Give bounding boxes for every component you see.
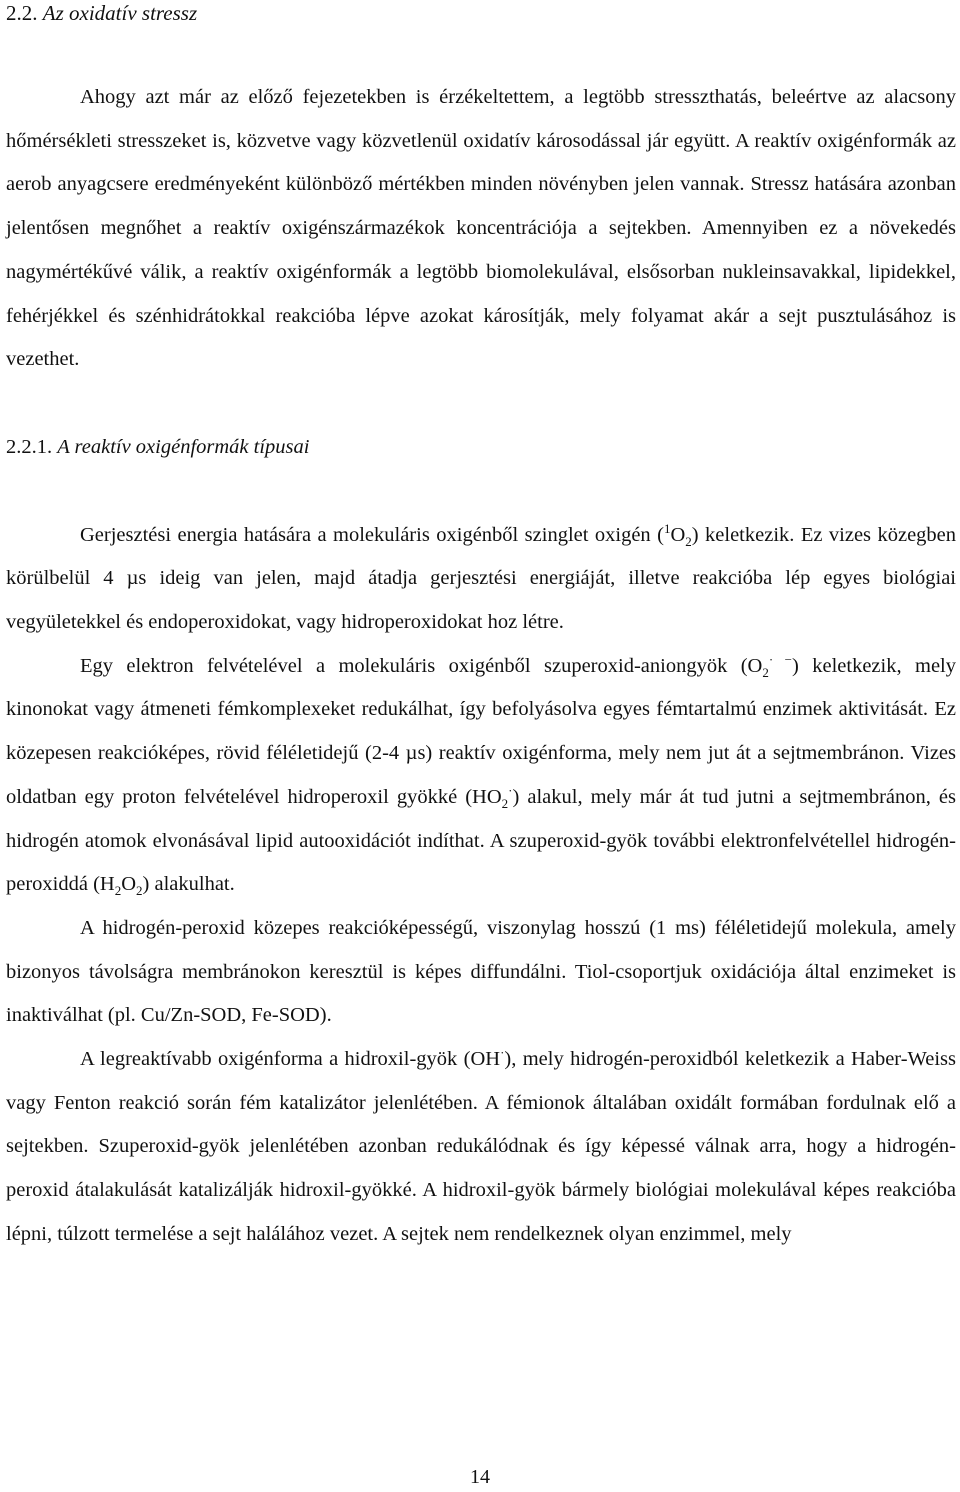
subsection-heading xyxy=(6,426,956,470)
superoxide-sup-2: · xyxy=(508,783,513,799)
paragraph-superoxide xyxy=(6,645,956,907)
superoxide-text-4: O xyxy=(121,873,137,896)
section-heading xyxy=(6,0,956,26)
paragraph-hydrogen-peroxide: A hidrogén-peroxid közepes reakcióképességű, viszonylag hosszú (1 ms) féléletidejű molekula, amely bizonyos távolságra membránokon keresztül is képes diffundálni. Tiol-csoportjuk oxidációja által enzimeket is inaktiválhat (pl. Cu/Zn-SOD, Fe-SOD). xyxy=(6,916,956,1027)
singlet-sup: 1 xyxy=(663,520,671,536)
hydroxyl-text-1: A legreaktívabb oxigénforma a hidroxil-gyök (OH xyxy=(80,1048,501,1071)
superoxide-sub-4: 2 xyxy=(136,883,143,899)
superoxide-sub-3: 2 xyxy=(114,883,122,899)
superoxide-sub-1: 2 xyxy=(762,664,769,680)
section-title: Az oxidatív stressz xyxy=(42,1,198,25)
superoxide-text-3: ) alakul, mely már át tud jutni a sejtmembránon, és hidrogén atomok elvonásával lipid autooxidációt indíthat. A szuperoxid-gyök további elektronfelvétellel hidrogén-peroxiddá (H xyxy=(6,785,956,896)
singlet-text-3: Ez vizes közegben körülbelül 4 µs ideig van jelen, majd átadja gerjesztési energiáját, illetve reakcióba lép egyes biológiai vegyületekkel és endoperoxidokat, vagy hidroperoxidokat hoz létre. xyxy=(6,523,957,634)
hydroxyl-sup-1: · xyxy=(500,1045,505,1061)
superoxide-text-5: ) alakulhat. xyxy=(142,873,235,896)
hydroxyl-text-2: ), mely hidrogén-peroxidból keletkezik a Haber-Weiss vagy Fenton reakció során fém katalizátor jelenlétében. A fémionok általában oxidált formában fordulnak elő a sejtekben. Szuperoxid-gyök jelenlétében azonban redukálódnak és így képessé válnak arra, hogy a hidrogén-peroxid átalakulását katalizálják hidroxil-gyökké. A hidroxil-gyök bármely biológiai molekulával képes reakcióba lépni, túlzott termelése a sejt halálához vezet. A sejtek nem rendelkeznek olyan enzimmel, mely xyxy=(6,1048,956,1245)
paragraph-hydroxyl-radical xyxy=(6,1038,956,1257)
singlet-sub: 2 xyxy=(685,533,692,549)
subsection-title: A reaktív oxigénformák típusai xyxy=(57,435,310,458)
page-number: 14 xyxy=(470,1466,490,1488)
paragraph-singlet-oxygen xyxy=(6,514,956,645)
singlet-text-2: ) keletkezik. xyxy=(691,523,795,546)
singlet-o: O xyxy=(670,523,686,546)
document-page xyxy=(6,0,956,1257)
superoxide-text-1: Egy elektron felvételével a molekuláris oxigénből szuperoxid-aniongyök (O xyxy=(80,654,763,677)
superoxide-sup-1: · − xyxy=(768,651,793,667)
superoxide-text-2: ) keletkezik, mely kinonokat vagy átmeneti fémkomplexeket redukálhat, így befolyásolva egyes fémtartalmú enzimek aktivitását. Ez közepesen reakcióképes, rövid féléletidejű (2-4 µs) reaktív oxigénforma, mely nem jut át a sejtmembránon. Vizes oldatban egy proton felvételével hidroperoxil gyökké (HO xyxy=(6,654,956,808)
paragraph-intro: Ahogy azt már az előző fejezetekben is érzékeltettem, a legtöbb stresszthatás, beleértve az alacsony hőmérsékleti stresszeket is, közvetve vagy közvetlenül oxidatív károsodással jár együtt. A reaktív oxigénformák az aerob anyagcsere eredményeként különböző mértékben minden növényben jelen vannak. Stressz hatására azonban jelentősen megnőhet a reaktív oxigénszármazékok koncentrációja a sejtekben. Amennyiben ez a növekedés nagymértékűvé válik, a reaktív oxigénformák a legtöbb biomolekulával, elsősorban nukleinsavakkal, lipidekkel, fehérjékkel és szénhidrátokkal reakcióba lépve azokat károsítják, mely folyamat akár a sejt pusztulásához is vezethet. xyxy=(6,86,956,371)
section-number: 2.2. xyxy=(6,1,38,25)
singlet-text-1: Gerjesztési energia hatására a molekuláris oxigénből szinglet oxigén ( xyxy=(80,523,664,546)
superoxide-sub-2: 2 xyxy=(501,795,509,811)
subsection-number: 2.2.1. xyxy=(6,435,53,458)
